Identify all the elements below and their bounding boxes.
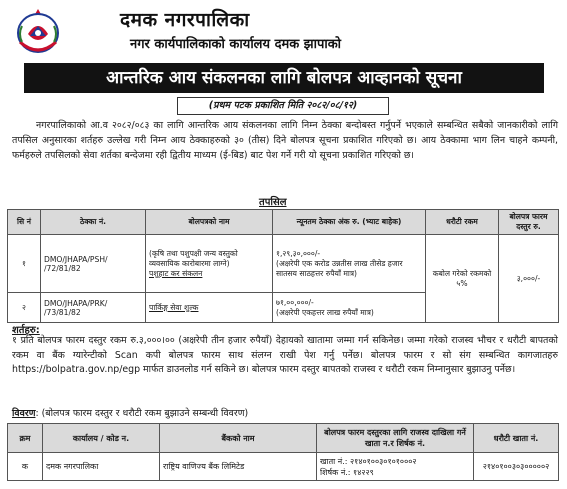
- col-sn: सि नं: [8, 210, 41, 235]
- notice-title-banner: आन्तरिक आय संकलनका लागि बोलपत्र आव्हानको सूचना: [24, 63, 544, 93]
- row-amount-words: (अक्षरेपी एकहत्तर लाख रुपैयाँ मात्र): [276, 307, 374, 317]
- row-amount-words: (अक्षरेपी एक करोड उन्नतीस लाख तीसेड हजार सातसय साठहत्तर रुपैयाँ मात्र): [276, 258, 403, 278]
- col-sn: क्रम: [8, 424, 43, 453]
- table-header-row: [8, 210, 559, 235]
- list-label: तपसिल: [259, 197, 287, 208]
- org-name: दमक नगरपालिका: [120, 9, 250, 31]
- row-name-main: पशुहाट कर संकलन: [149, 268, 203, 278]
- row-name-note: (कृषि तथा पशुपक्षी जन्य वस्तुको व्यवसायिक कारोबारमा लाग्ने): [149, 248, 238, 268]
- government-emblem-icon: [12, 6, 64, 56]
- deposit-cell: कबोल गरेको रकमको ५%: [426, 235, 499, 323]
- table-row: [8, 235, 559, 293]
- row-amount: [273, 293, 426, 323]
- row-amount-value: ७१,००,०००/-: [276, 297, 314, 307]
- col-fee: बोलपत्र फारम दस्तुर रु.: [499, 210, 559, 235]
- office-name: नगर कार्यपालिकाको कार्यालय दमक झापाको: [130, 37, 342, 52]
- intro-paragraph: [12, 118, 558, 163]
- row-contract: DMO/JHAPA/PSH/ /72/81/82: [41, 235, 146, 293]
- row-office: दमक नगरपालिका: [43, 453, 160, 481]
- details-text: : (बोलपत्र फारम दस्तुर र धरौटी रकम बुझाउने सम्बन्धी विवरण): [35, 408, 249, 419]
- col-name: बोलपत्रको नाम: [146, 210, 273, 235]
- table-row: [8, 453, 559, 481]
- row-sn: क: [8, 453, 43, 481]
- fee-cell: ३,०००/-: [499, 235, 559, 323]
- row-sn: १: [8, 235, 41, 293]
- col-deposit: धरौटी रकम: [426, 210, 499, 235]
- row-acct-no: खाता नं.: २१४०१००३०१०१०००२: [320, 456, 417, 466]
- row-contract: DMO/JHAPA/PRK/ /73/81/82: [41, 293, 146, 323]
- contracts-table: [7, 209, 559, 323]
- row-sn: २: [8, 293, 41, 323]
- terms-label: शर्तहरु:: [12, 325, 40, 336]
- row-shirshak-no: शिर्षक नं.: १४२२९: [320, 467, 374, 477]
- col-amount: न्यूनतम ठेक्का अंक रु. (भ्याट बाहेक): [273, 210, 426, 235]
- terms-text: १ प्रति बोलपत्र फारम दस्तुर रकम रु.३,०००।०० (अक्षरेपी तीन हजार रुपैयाँ) देहायको खातामा जम्मा गर्न सकिनेछ। जम्मा गरेको राजस्व भौचर र धरौटी बापतको रकम वा बैंक ग्यारेन्टीको Scan कपी बोलपत्र फारम साथ संलग्न राखी पेश गर्नु पर्नेछ। बोलपत्र फारम र सो संग सम्बन्धित कागजातहरु https://bolpatra.gov.np/egp मार्फत डाउनलोड गर्न सकिने छ। बोलपत्र फारम दस्तुर बापतको राजस्व र धरौटी रकम निम्नानुसार बुझाउनु पर्नेछ।: [12, 335, 558, 376]
- row-deposit-acct: २१४०१००३०३०००००२: [474, 453, 559, 481]
- col-revenue-acct: बोलपत्र फारम दस्तुरका लागि राजस्व दाखिला गर्ने खाता न.र शिर्षक नं.: [317, 424, 474, 453]
- col-deposit-acct: धरौटी खाता नं.: [474, 424, 559, 453]
- details-line: [12, 406, 558, 419]
- intro-text: नगरपालिकाको आ.व २०८२/०८३ का लागि आन्तरिक आय संकलनका लागि निम्न ठेक्का बन्दोबस्त गर्नुपर्ने भएकाले सम्बन्धित सबैको जानकारीको लागि तपसिल अनुसारका शर्तहरु उल्लेख गरी निम्न आय ठेक्काहरुको ३० (तीस) दिने बोलपत्र सूचना प्रकाशित गरिएको छ। आय ठेक्कामा भाग लिन चाहने कम्पनी, फर्महरुले तपसिलको सेवा शर्तका बन्देजमा रही द्वितीय माध्यम (ई-बिड) बाट पेश गर्ने गरी यो सूचना प्रकाशित गरिएको छ।: [12, 120, 558, 161]
- row-name-main: पार्किङ्ग सेवा शुल्क: [146, 293, 273, 323]
- row-amount: [273, 235, 426, 293]
- table-header-row: [8, 424, 559, 453]
- publication-date: (प्रथम पटक प्रकाशित मिति २०८२/०८/१२): [177, 97, 389, 115]
- row-amount-value: १,२९,३०,०००/-: [276, 248, 321, 258]
- col-office: कार्यालय / कोड न.: [43, 424, 160, 453]
- col-contract: ठेक्का नं.: [41, 210, 146, 235]
- details-label: विवरण: [12, 408, 36, 419]
- bank-details-table: [7, 423, 559, 481]
- row-name: [146, 235, 273, 293]
- row-revenue-acct: [317, 453, 474, 481]
- col-bank: बैंकको नाम: [160, 424, 317, 453]
- row-bank: राष्ट्रिय वाणिज्य बैंक लिमिटेड: [160, 453, 317, 481]
